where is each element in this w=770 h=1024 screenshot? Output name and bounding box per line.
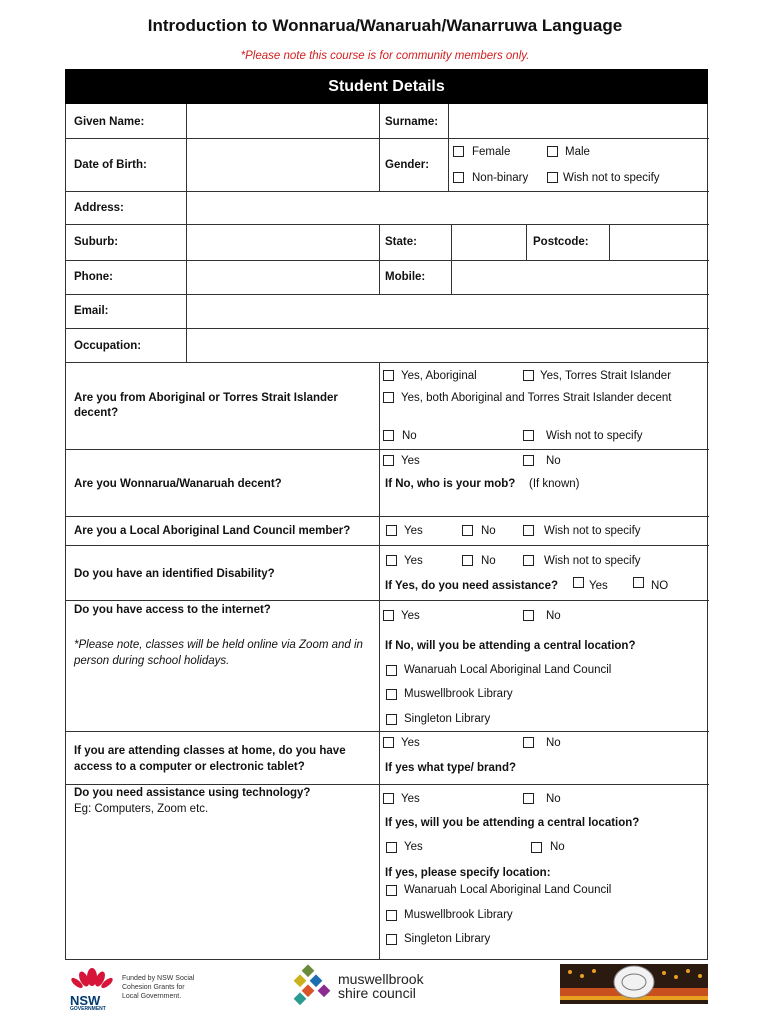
assist-question: If Yes, do you need assistance?	[385, 580, 558, 592]
section-title: Student Details	[328, 77, 445, 95]
atsi-wish-checkbox[interactable]	[523, 430, 534, 441]
surname-field[interactable]	[449, 104, 708, 138]
assist-no-checkbox[interactable]	[633, 577, 644, 588]
gender-nonbinary-checkbox[interactable]	[453, 172, 464, 183]
atsi-no-label: No	[402, 430, 417, 442]
atsi-aboriginal-checkbox[interactable]	[383, 370, 394, 381]
muswellbrook-council-logo	[290, 964, 334, 1008]
tech-question: Do you need assistance using technology?	[74, 787, 311, 799]
atsi-no-checkbox[interactable]	[383, 430, 394, 441]
suburb-field[interactable]	[187, 225, 379, 260]
disability-question: Do you have an identified Disability?	[74, 568, 275, 580]
wonnarua-yes-checkbox[interactable]	[383, 455, 394, 466]
disability-yes-label: Yes	[404, 555, 423, 567]
computer-question: If you are attending classes at home, do you have access to a computer or electronic tablet?	[74, 745, 346, 773]
nsw-government-wordmark: GOVERNMENT	[70, 1006, 106, 1012]
funding-line-1: Funded by NSW Social	[122, 975, 195, 982]
gender-male-checkbox[interactable]	[547, 146, 558, 157]
dob-field[interactable]	[187, 139, 379, 191]
atsi-question: Are you from Aboriginal or Torres Strait Islander decent?	[74, 392, 338, 419]
assist-no-label: NO	[651, 580, 669, 592]
type-question: If yes what type/ brand?	[385, 762, 516, 774]
section-header	[65, 69, 708, 104]
disability-wish-checkbox[interactable]	[523, 555, 534, 566]
assist-yes-label: Yes	[589, 580, 608, 592]
atsi-tsi-label: Yes, Torres Strait Islander	[540, 370, 672, 382]
assist-yes-checkbox[interactable]	[573, 577, 584, 588]
tech-no-checkbox[interactable]	[523, 793, 534, 804]
sloc1-label: Wanaruah Local Aboriginal Land Council	[404, 884, 612, 896]
tech-central-question: If yes, will you be attending a central location?	[385, 817, 640, 829]
given-name-label: Given Name:	[74, 116, 145, 128]
suburb-label: Suburb:	[74, 236, 119, 248]
gender-male-label: Male	[565, 146, 590, 158]
sloc3-checkbox[interactable]	[386, 934, 397, 945]
internet-no-checkbox[interactable]	[523, 610, 534, 621]
form-title: Introduction to Wonnarua/Wanaruah/Wanarruwa Language	[147, 16, 623, 35]
tc-yes-checkbox[interactable]	[386, 842, 397, 853]
loc2-label: Muswellbrook Library	[404, 688, 513, 700]
wonnarua-yes-label: Yes	[401, 455, 420, 467]
disability-no-label: No	[481, 555, 496, 567]
council-line-1: muswellbrook	[338, 971, 424, 987]
gender-wishnot-label: Wish not to specify	[563, 172, 660, 184]
tech-example: Eg: Computers, Zoom etc.	[74, 803, 209, 815]
wonnarua-no-label: No	[546, 455, 561, 467]
mob-hint: (If known)	[529, 478, 580, 490]
gender-nonbinary-label: Non-binary	[472, 172, 529, 184]
funding-line-3: Local Government.	[122, 993, 182, 1000]
loc3-label: Singleton Library	[404, 713, 491, 725]
lalc-question: Are you a Local Aboriginal Land Council member?	[74, 525, 351, 537]
loc1-checkbox[interactable]	[386, 665, 397, 676]
nsw-waratah-logo	[68, 963, 116, 997]
tc-no-checkbox[interactable]	[531, 842, 542, 853]
funding-line-2: Cohesion Grants for	[122, 984, 185, 991]
funding-statement	[122, 974, 194, 1001]
council-line-2: shire council	[338, 985, 416, 1001]
disability-yes-checkbox[interactable]	[386, 555, 397, 566]
email-field[interactable]	[187, 295, 708, 328]
tech-yes-checkbox[interactable]	[383, 793, 394, 804]
lalc-no-checkbox[interactable]	[462, 525, 473, 536]
postcode-label: Postcode:	[533, 236, 589, 248]
lalc-yes-label: Yes	[404, 525, 423, 537]
sloc2-checkbox[interactable]	[386, 910, 397, 921]
student-details-form	[65, 104, 708, 960]
tech-yes-label: Yes	[401, 793, 420, 805]
lalc-no-label: No	[481, 525, 496, 537]
internet-note: *Please note, classes will be held online via Zoom and in person during school holidays.	[74, 639, 363, 667]
wonnarua-no-checkbox[interactable]	[523, 455, 534, 466]
disability-wish-label: Wish not to specify	[544, 555, 641, 567]
lalc-wish-checkbox[interactable]	[523, 525, 534, 536]
atsi-tsi-checkbox[interactable]	[523, 370, 534, 381]
loc3-checkbox[interactable]	[386, 714, 397, 725]
tc-no-label: No	[550, 841, 565, 853]
gender-female-label: Female	[472, 146, 511, 158]
gender-label: Gender:	[385, 159, 430, 171]
loc1-label: Wanaruah Local Aboriginal Land Council	[404, 664, 612, 676]
mob-question: If No, who is your mob?	[385, 478, 516, 490]
computer-yes-label: Yes	[401, 737, 420, 749]
address-label: Address:	[74, 202, 124, 214]
community-note: *Please note this course is for community members only.	[240, 50, 530, 62]
footer	[0, 960, 770, 1024]
aboriginal-artwork-logo	[560, 964, 708, 1004]
computer-no-label: No	[546, 737, 561, 749]
disability-no-checkbox[interactable]	[462, 555, 473, 566]
computer-no-checkbox[interactable]	[523, 737, 534, 748]
central-question: If No, will you be attending a central location?	[385, 640, 636, 652]
atsi-aboriginal-label: Yes, Aboriginal	[401, 370, 477, 382]
atsi-wish-label: Wish not to specify	[546, 430, 643, 442]
specify-question: If yes, please specify location:	[385, 867, 551, 879]
internet-question: Do you have access to the internet?	[74, 604, 271, 616]
internet-yes-checkbox[interactable]	[383, 610, 394, 621]
address-field[interactable]	[187, 192, 708, 224]
wonnarua-question: Are you Wonnarua/Wanaruah decent?	[74, 478, 282, 490]
council-wordmark	[338, 972, 424, 1000]
internet-no-label: No	[546, 610, 561, 622]
occupation-label: Occupation:	[74, 340, 142, 352]
loc2-checkbox[interactable]	[386, 689, 397, 700]
mobile-field[interactable]	[452, 261, 708, 294]
mobile-label: Mobile:	[385, 271, 426, 283]
dob-label: Date of Birth:	[74, 159, 147, 171]
nsw-wordmark: NSW	[70, 993, 101, 1008]
tc-yes-label: Yes	[404, 841, 423, 853]
email-label: Email:	[74, 305, 109, 317]
surname-label: Surname:	[385, 116, 439, 128]
state-field[interactable]	[452, 225, 526, 260]
sloc3-label: Singleton Library	[404, 933, 491, 945]
sloc2-label: Muswellbrook Library	[404, 909, 513, 921]
postcode-field[interactable]	[610, 225, 708, 260]
computer-yes-checkbox[interactable]	[383, 737, 394, 748]
phone-field[interactable]	[187, 261, 379, 294]
gender-wishnot-checkbox[interactable]	[547, 172, 558, 183]
sloc1-checkbox[interactable]	[386, 885, 397, 896]
atsi-both-label: Yes, both Aboriginal and Torres Strait Islander decent	[401, 392, 672, 404]
occupation-field[interactable]	[187, 329, 708, 362]
lalc-wish-label: Wish not to specify	[544, 525, 641, 537]
lalc-yes-checkbox[interactable]	[386, 525, 397, 536]
state-label: State:	[385, 236, 417, 248]
internet-yes-label: Yes	[401, 610, 420, 622]
tech-no-label: No	[546, 793, 561, 805]
given-name-field[interactable]	[187, 104, 379, 138]
gender-female-checkbox[interactable]	[453, 146, 464, 157]
phone-label: Phone:	[74, 271, 113, 283]
